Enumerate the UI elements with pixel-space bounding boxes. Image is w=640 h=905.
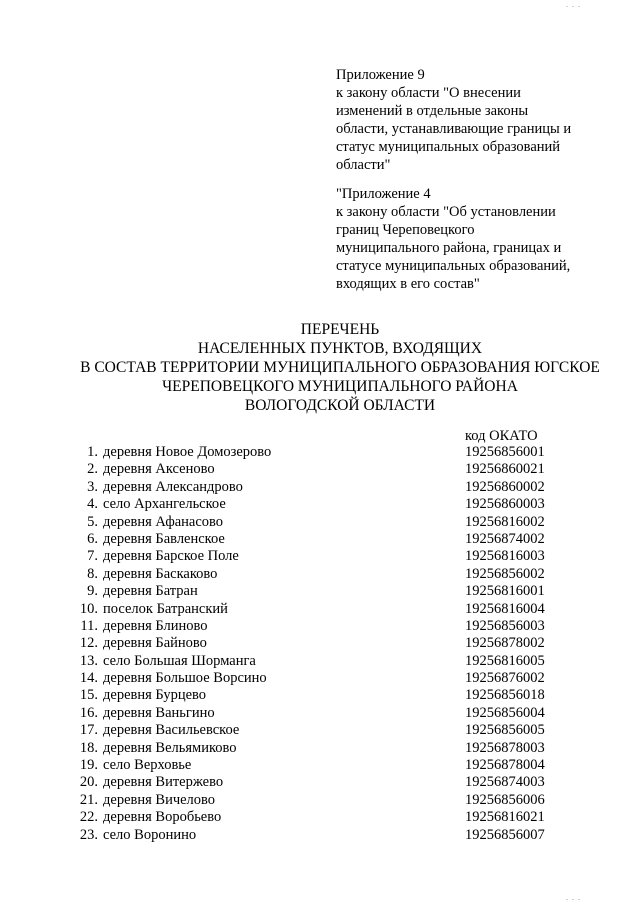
okato-code: 19256816002 (465, 513, 545, 530)
title-line: ЧЕРЕПОВЕЦКОГО МУНИЦИПАЛЬНОГО РАЙОНА (162, 378, 518, 395)
okato-code: 19256878003 (465, 739, 545, 756)
item-number: 10. (79, 600, 98, 617)
item-number: 2. (87, 461, 98, 478)
settlement-name: деревня Бавленское (103, 530, 225, 547)
settlement-name: деревня Барское Поле (103, 548, 239, 565)
okato-code: 19256874003 (465, 774, 545, 791)
settlement-name: село Верховье (103, 757, 192, 774)
item-number: 20. (79, 774, 98, 791)
list-item (0, 705, 640, 722)
okato-code: 19256876002 (465, 670, 545, 687)
list-item (0, 757, 640, 774)
settlement-list (0, 444, 640, 844)
list-item (0, 583, 640, 600)
settlement-name: поселок Батранский (103, 600, 228, 617)
settlement-name: село Воронино (103, 826, 197, 843)
list-item (0, 740, 640, 757)
item-number: 23. (79, 826, 98, 843)
okato-code: 19256860003 (465, 496, 545, 513)
settlement-name: деревня Ваньгино (103, 704, 215, 721)
item-number: 3. (87, 478, 98, 495)
item-number: 6. (87, 530, 98, 547)
document-title (60, 320, 620, 415)
scan-mark-bottom: . . . (566, 893, 581, 902)
okato-code: 19256856004 (465, 704, 545, 721)
list-item (0, 496, 640, 513)
okato-code: 19256856003 (465, 617, 545, 634)
list-item (0, 687, 640, 704)
item-number: 1. (87, 444, 98, 460)
settlement-name: деревня Байново (103, 635, 207, 652)
item-number: 7. (87, 548, 98, 565)
settlement-name: деревня Васильевское (103, 722, 240, 739)
list-item (0, 514, 640, 531)
okato-code: 19256816005 (465, 652, 545, 669)
list-item (0, 653, 640, 670)
okato-code: 19256856018 (465, 687, 545, 704)
item-number: 5. (87, 513, 98, 530)
okato-code: 19256878004 (465, 757, 545, 774)
appendix-9-note: Приложение 9 к закону области "О внесении изменений в отдельные законы области, устанавливающие границы и статус муниципальных образований области" (336, 67, 572, 173)
item-number: 15. (79, 687, 98, 704)
list-item (0, 670, 640, 687)
item-number: 18. (79, 739, 98, 756)
list-item (0, 461, 640, 478)
item-number: 9. (87, 583, 98, 600)
settlement-name: деревня Аксеново (103, 461, 215, 478)
okato-code: 19256816001 (465, 583, 545, 600)
okato-code: 19256856001 (465, 444, 545, 460)
settlement-name: деревня Афанасово (103, 513, 224, 530)
item-number: 11. (80, 617, 98, 634)
settlement-name: деревня Большое Ворсино (103, 670, 267, 687)
okato-code: 19256860002 (465, 478, 545, 495)
okato-code: 19256856002 (465, 565, 545, 582)
item-number: 14. (79, 670, 98, 687)
list-item (0, 792, 640, 809)
okato-code: 19256816021 (465, 809, 545, 826)
item-number: 19. (79, 757, 98, 774)
list-item (0, 635, 640, 652)
item-number: 13. (79, 652, 98, 669)
item-number: 16. (79, 704, 98, 721)
list-item (0, 548, 640, 565)
settlement-name: деревня Вельямиково (103, 739, 237, 756)
settlement-name: деревня Витержево (103, 774, 224, 791)
okato-code: 19256816003 (465, 548, 545, 565)
okato-code: 19256878002 (465, 635, 545, 652)
item-number: 22. (79, 809, 98, 826)
item-number: 12. (79, 635, 98, 652)
settlement-name: деревня Баскаково (103, 565, 218, 582)
scan-mark-top: . . . (566, 0, 581, 9)
title-line: В СОСТАВ ТЕРРИТОРИИ МУНИЦИПАЛЬНОГО ОБРАЗОВАНИЯ ЮГСКОЕ (80, 359, 600, 376)
okato-code: 19256856006 (465, 791, 545, 808)
list-item (0, 444, 640, 461)
okato-code: 19256856007 (465, 826, 545, 843)
list-item (0, 479, 640, 496)
list-item (0, 827, 640, 844)
list-item (0, 722, 640, 739)
settlement-name: деревня Александрово (103, 478, 243, 495)
settlement-name: деревня Батран (103, 583, 198, 600)
list-item (0, 809, 640, 826)
title-line: НАСЕЛЕННЫХ ПУНКТОВ, ВХОДЯЩИХ (197, 340, 483, 357)
okato-code: 19256856005 (465, 722, 545, 739)
appendix-4-note: "Приложение 4 к закону области "Об установлении границ Череповецкого муниципального района, границах и статусе муниципальных образований, входящих в его состав" (336, 186, 571, 292)
list-item (0, 566, 640, 583)
list-item (0, 601, 640, 618)
settlement-name: деревня Бурцево (103, 687, 207, 704)
settlement-name: деревня Вичелово (103, 791, 216, 808)
title-line: ПЕРЕЧЕНЬ (300, 321, 380, 338)
list-item (0, 618, 640, 635)
item-number: 8. (87, 565, 98, 582)
item-number: 17. (79, 722, 98, 739)
item-number: 4. (87, 496, 98, 513)
okato-code-header: код ОКАТО (465, 428, 538, 444)
okato-code: 19256874002 (465, 530, 545, 547)
item-number: 21. (79, 791, 98, 808)
list-item (0, 531, 640, 548)
settlement-name: деревня Воробьево (103, 809, 222, 826)
list-item (0, 774, 640, 791)
title-line: ВОЛОГОДСКОЙ ОБЛАСТИ (244, 397, 436, 414)
okato-code: 19256816004 (465, 600, 545, 617)
okato-code: 19256860021 (465, 461, 545, 478)
settlement-name: село Архангельское (103, 496, 226, 513)
settlement-name: деревня Новое Домозерово (103, 444, 272, 460)
settlement-name: деревня Блиново (103, 617, 208, 634)
settlement-name: село Большая Шорманга (103, 652, 256, 669)
